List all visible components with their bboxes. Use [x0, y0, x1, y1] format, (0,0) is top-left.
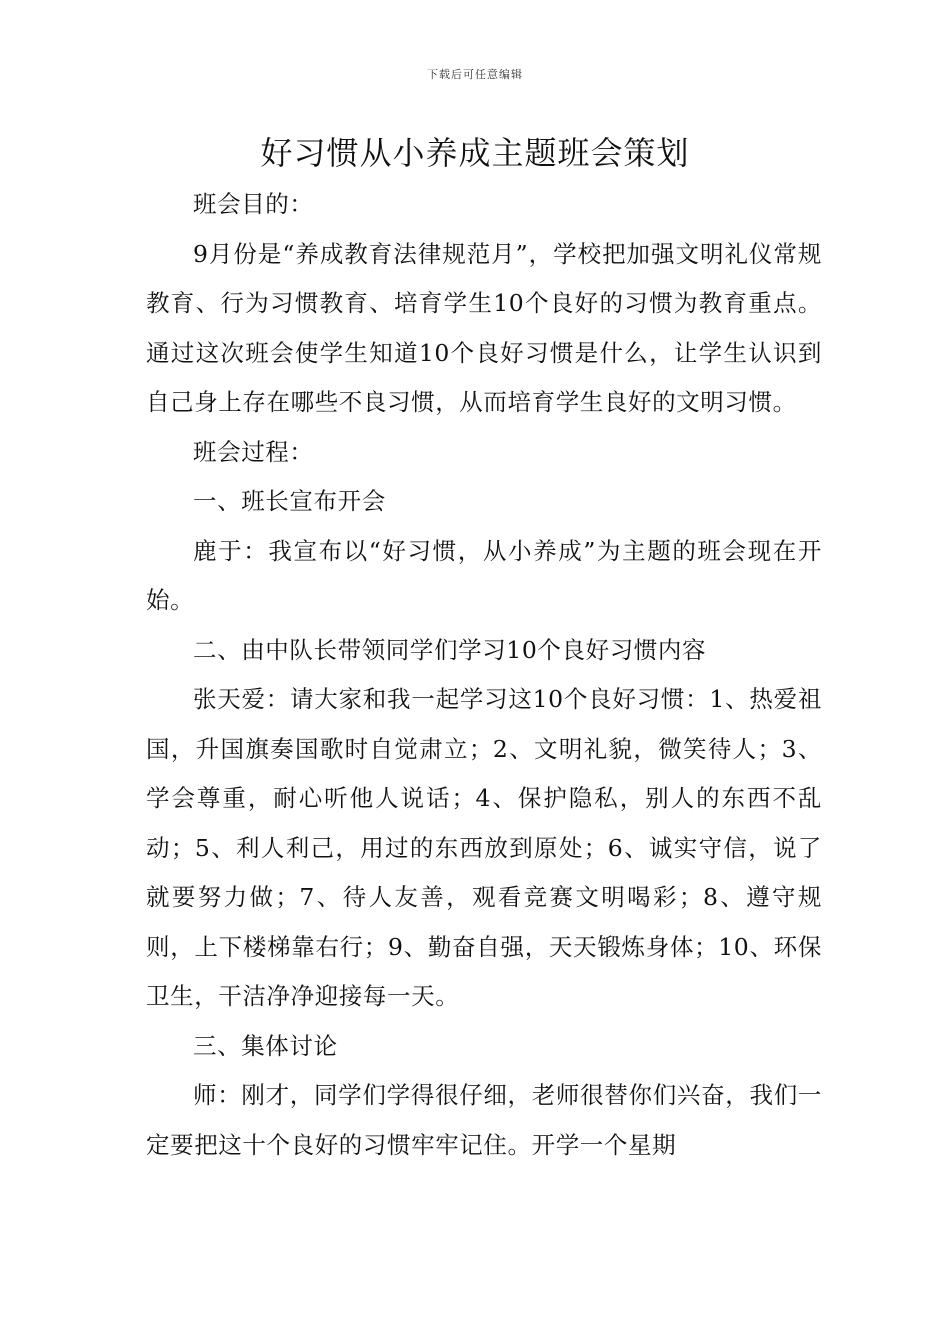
document-title: 好习惯从小养成主题班会策划	[260, 134, 690, 172]
document-body	[146, 180, 822, 1170]
paragraph-step-three-text: 师：刚才，同学们学得很仔细，老师很替你们兴奋，我们一定要把这十个良好的习惯牢牢记住。开学一个星期	[146, 1081, 822, 1159]
paragraph-purpose-text: 9月份是“养成教育法律规范月”，学校把加强文明礼仪常规教育、行为习惯教育、培育学生10个良好的习惯为教育重点。通过这次班会使学生知道10个良好习惯是什么，让学生认识到自己身上存在哪些不良习惯，从而培育学生良好的文明习惯。	[146, 239, 822, 416]
paragraph-purpose-heading: 班会目的：	[193, 190, 314, 218]
paragraph-step-two: 二、由中队长带领同学们学习10个良好习惯内容	[193, 635, 707, 664]
paragraph-process-heading: 班会过程：	[193, 437, 314, 466]
paragraph-step-one-text: 鹿于：我宣布以“好习惯，从小养成”为主题的班会现在开始。	[146, 536, 822, 614]
header-note: 下载后可任意编辑	[427, 68, 523, 81]
paragraph-step-one: 一、班长宣布开会	[193, 487, 386, 515]
paragraph-step-two-text: 张天爱：请大家和我一起学习这10个良好习惯：1、热爱祖国，升国旗奏国歌时自觉肃立；2、文明礼貌，微笑待人；3、学会尊重，耐心听他人说话；4、保护隐私，别人的东西不乱动；5、利人利己，用过的东西放到原处；6、诚实守信，说了就要努力做；7、待人友善，观看竞赛文明喝彩；8、遵守规则，上下楼梯靠右行；9、勤奋自强，天天锻炼身体；10、环保卫生，干洁净净迎接每一天。	[146, 685, 822, 1010]
paragraph-step-three: 三、集体讨论	[193, 1031, 338, 1060]
